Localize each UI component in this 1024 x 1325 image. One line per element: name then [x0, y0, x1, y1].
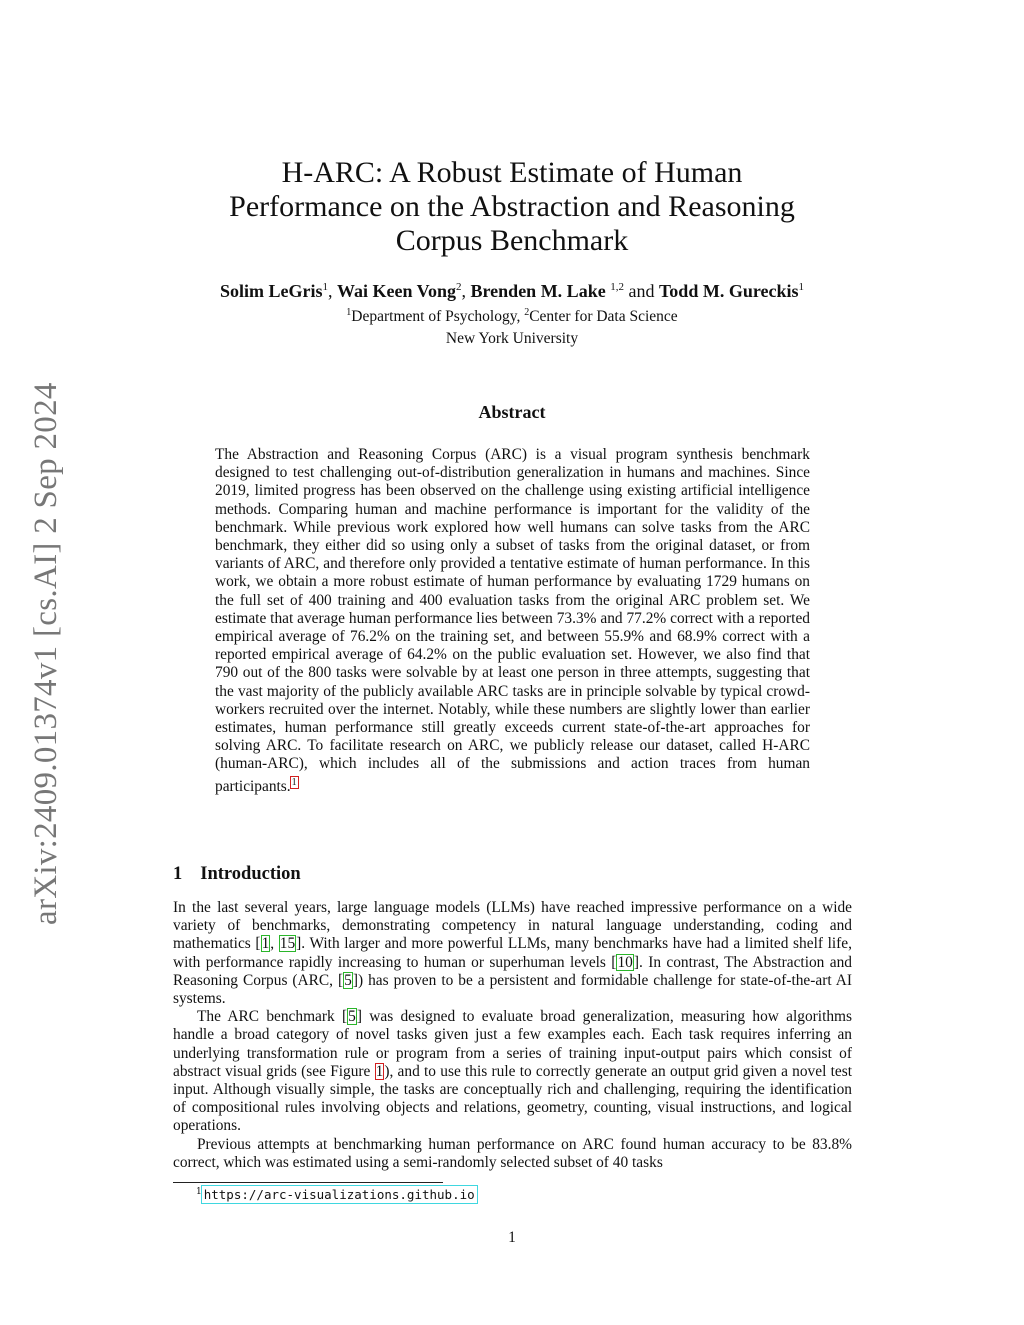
introduction-body: [173, 899, 852, 1172]
author-affiliation-mark: 2: [456, 281, 462, 293]
figure-link[interactable]: 1: [375, 1062, 384, 1080]
abstract-text: The Abstraction and Reasoning Corpus (ARC) is a visual program synthesis benchmark designed to test challenging out-of-distribution generalization in humans and machines. Since 2019, limited progress has been observed on the challenge using existing artificial intelligence methods. Comparing human and machine performance is important for the validity of the benchmark. While previous work explored how well humans can solve tasks from the ARC benchmark, they either did so using only a subset of tasks from the original dataset, or from variants of ARC, and therefore only provided a tentative estimate of human performance. In this work, we obtain a more robust estimate of human performance by evaluating 1729 humans on the full set of 400 training and 400 evaluation tasks from the original ARC problem set. We estimate that average human performance lies between 73.3% and 77.2% correct with a reported empirical average of 76.2% on the training set, and between 55.9% and 68.9% correct with a reported empirical average of 64.2% on the public evaluation set. However, we also find that 790 out of the 800 tasks were solvable by at least one person in three attempts, suggesting that the vast majority of the publicly available ARC tasks are in principle solvable by typical crowd-workers recruited over the internet. Notably, while these numbers are slightly lower than earlier estimates, human performance still greatly exceeds current state-of-the-art approaches for solving ARC. To facilitate research on ARC, we publicly release our dataset, called H-ARC (human-ARC), which includes all of the submissions and action traces from human participants.$^1$: [215, 446, 810, 795]
abstract-heading: Abstract: [478, 402, 546, 422]
footnote-link[interactable]: 1: [291, 776, 297, 788]
author-name: Wai Keen Vong: [336, 281, 457, 301]
citation-link[interactable]: 5: [344, 971, 352, 989]
paper-title: [150, 156, 874, 258]
affiliation-university: New York University: [445, 330, 579, 347]
citation-link[interactable]: 5: [348, 1008, 356, 1026]
page-number: 1: [508, 1229, 516, 1246]
author-name: Solim LeGris: [219, 281, 323, 301]
author-affiliation-mark: 1,2: [610, 281, 624, 293]
paragraph: The ARC benchmark [5] was designed to evaluate broad generalization, measuring how algorithms handle a broad category of novel tasks given just a few examples each. Each task requires inferring an underlying transformation rule or program from a series of training input-output pairs which consist of abstract visual grids (see Figure 1), and to use this rule to correctly generate an output grid given a novel test input. Although visually simple, the tasks are conceptually rich and challenging, requiring the identification of compositional rules involving objects and relations, geometry, counting, visual instructions, and logical operations.: [173, 1008, 853, 1135]
paragraph: In the last several years, large language models (LLMs) have reached impressive performance on a wide variety of benchmarks, demonstrating competency in natural language understanding, coding and mathematics [1, 15]. With larger and more powerful LLMs, many benchmarks have had a limited shelf life, with performance rapidly increasing to human or superhuman levels [10]. In contrast, The Abstraction and Reasoning Corpus (ARC, [5]) has proven to be a persistent and formidable challenge for state-of-the-art AI systems.: [173, 899, 853, 1008]
footnote-url-link[interactable]: https://arc-visualizations.github.io: [203, 1187, 475, 1203]
footnote: $^1$ https://arc-visualizations.github.io: [196, 1187, 475, 1203]
author-affiliation-mark: 1: [798, 281, 804, 293]
paragraph: Previous attempts at benchmarking human performance on ARC found human accuracy to be 83.8% correct, which was estimated using a semi-randomly selected subset of 40 tasks: [173, 1135, 852, 1171]
author-affiliation-mark: 1: [322, 281, 328, 293]
footnote-divider: [173, 1182, 443, 1183]
citation-link[interactable]: 1: [261, 935, 270, 953]
author-list: Solim LeGris$^1$, Wai Keen Vong$^2$, Brenden M. Lake $^{1,2}$ and Todd M. Gureckis$^1$: [219, 281, 804, 301]
title-line: Corpus Benchmark: [395, 224, 629, 257]
author-and: and: [628, 281, 655, 301]
citation-link[interactable]: 10: [617, 953, 633, 971]
author-name: Brenden M. Lake: [470, 281, 606, 301]
section-heading: 1 Introduction: [173, 864, 301, 884]
title-line: H-ARC: A Robust Estimate of Human: [281, 156, 743, 189]
arxiv-stamp[interactable]: arXiv:2409.01374v1 [cs.AI] 2 Sep 2024: [28, 382, 64, 925]
title-line: Performance on the Abstraction and Reasoning: [229, 190, 795, 223]
affiliation-departments: $^1$Department of Psychology, $^2$Center for Data Science: [346, 307, 678, 326]
author-name: Todd M. Gureckis: [658, 281, 799, 301]
citation-link[interactable]: 15: [279, 935, 296, 953]
